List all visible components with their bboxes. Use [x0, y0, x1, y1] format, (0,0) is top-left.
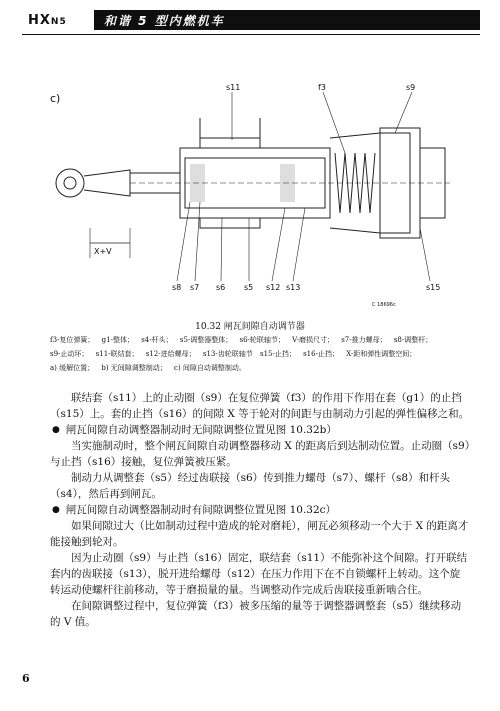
brand-logo: HXN5	[28, 13, 67, 28]
legend-item: b) 无间隙调整制动；	[101, 364, 167, 372]
legend-item: s15-止挡；	[259, 350, 296, 358]
paragraph: 如果间隙过大（比如制动过程中造成的轮对磨耗），闸瓦必须移动一个大于 X 的距离才能接触到轮对。	[50, 520, 469, 548]
panel-label: c)	[50, 92, 61, 105]
page-number: 6	[22, 672, 30, 685]
callout-s7: s7	[190, 283, 200, 292]
body-text	[50, 390, 470, 630]
legend-item: s8-调整杆；	[393, 336, 433, 344]
bullet-heading: ● 闸瓦间隙自动调整器制动时有间隙调整位置见图 10.32c）	[50, 502, 470, 518]
legend-item: s4-杆头；	[141, 336, 173, 344]
legend-item: s6-轮联轴节；	[239, 336, 285, 344]
paragraph: 联结套（s11）上的止动圈（s9）在复位弹簧（f3）的作用下作用在套（g1）的止挡（s15）上。套的止挡（s16）的间隙 X 等于轮对的间距与由制动力引起的弹性偏移之和。	[50, 392, 470, 420]
image-code: C 18696c	[372, 302, 396, 308]
callout-s6: s6	[216, 283, 226, 292]
legend-item: c) 间隙自动调整制动。	[174, 364, 246, 372]
legend-item: s7-推力螺母；	[341, 336, 387, 344]
legend-row-1	[50, 335, 470, 346]
callout-s9: s9	[406, 83, 416, 92]
callout-s11: s11	[226, 83, 241, 92]
legend-item: s16-止挡；	[303, 350, 339, 358]
paragraph: 制动力从调整套（s5）经过齿联接（s6）传到推力螺母（s7）、螺杆（s8）和杆头（s4），然后再到闸瓦。	[50, 472, 451, 500]
legend-item: s9-止动环；	[50, 350, 89, 358]
header-rule	[22, 34, 480, 35]
legend-item: s12-进给螺母；	[145, 350, 196, 358]
legend-item: f3-复位弹簧；	[50, 336, 95, 344]
legend-item: X-距和弹性调整空间；	[346, 350, 417, 358]
legend-item: V-磨损尺寸；	[292, 336, 334, 344]
page-header	[22, 10, 480, 36]
legend-row-2	[50, 349, 470, 360]
paragraph: 在间隙调整过程中，复位弹簧（f3）被多压缩的量等于调整器调整套（s5）继续移动的 V 值。	[50, 600, 462, 628]
bullet-heading: ● 闸瓦间隙自动调整器制动时无间隙调整位置见图 10.32b）	[50, 422, 470, 438]
slack-adjuster-drawing	[50, 78, 450, 308]
legend-item: s5-调整器整体；	[179, 336, 233, 344]
legend-row-3	[50, 363, 470, 374]
header-title-bar	[94, 10, 480, 30]
callout-s8: s8	[172, 283, 182, 292]
legend-item: g1-整体；	[101, 336, 134, 344]
dimension-label: X+V	[94, 247, 112, 256]
callout-f3: f3	[318, 83, 326, 92]
callout-s5: s5	[244, 283, 254, 292]
legend-item: a) 缓解位置；	[50, 364, 95, 372]
header-title: 和谐 5 型内燃机车	[104, 14, 225, 28]
figure-caption: 10.32 闸瓦间隙自动调节器	[195, 322, 305, 332]
callout-s13: s13	[286, 283, 301, 292]
legend-item: s11-联结套；	[95, 350, 139, 358]
clevis-eye	[56, 169, 84, 197]
legend-item: s13-齿轮联轴节	[202, 350, 253, 358]
paragraph: 因为止动圈（s9）与止挡（s16）固定，联结套（s11）不能弥补这个间隙。打开联结套内的齿联接（s13），脱开进给螺母（s12）在压力作用下在不自锁螺杆上转动。这个旋转运动使螺杆往前移动，等于磨损量的量。当调整动作完成后齿联接重新啮合住。	[50, 552, 468, 596]
callout-s12: s12	[266, 283, 281, 292]
paragraph: 当实施制动时，整个闸瓦间隙自动调整器移动 X 的距离后到达制动位置。止动圈（s9）与止挡（s16）接触，复位弹簧被压紧。	[50, 440, 470, 468]
callout-s15: s15	[426, 283, 441, 292]
